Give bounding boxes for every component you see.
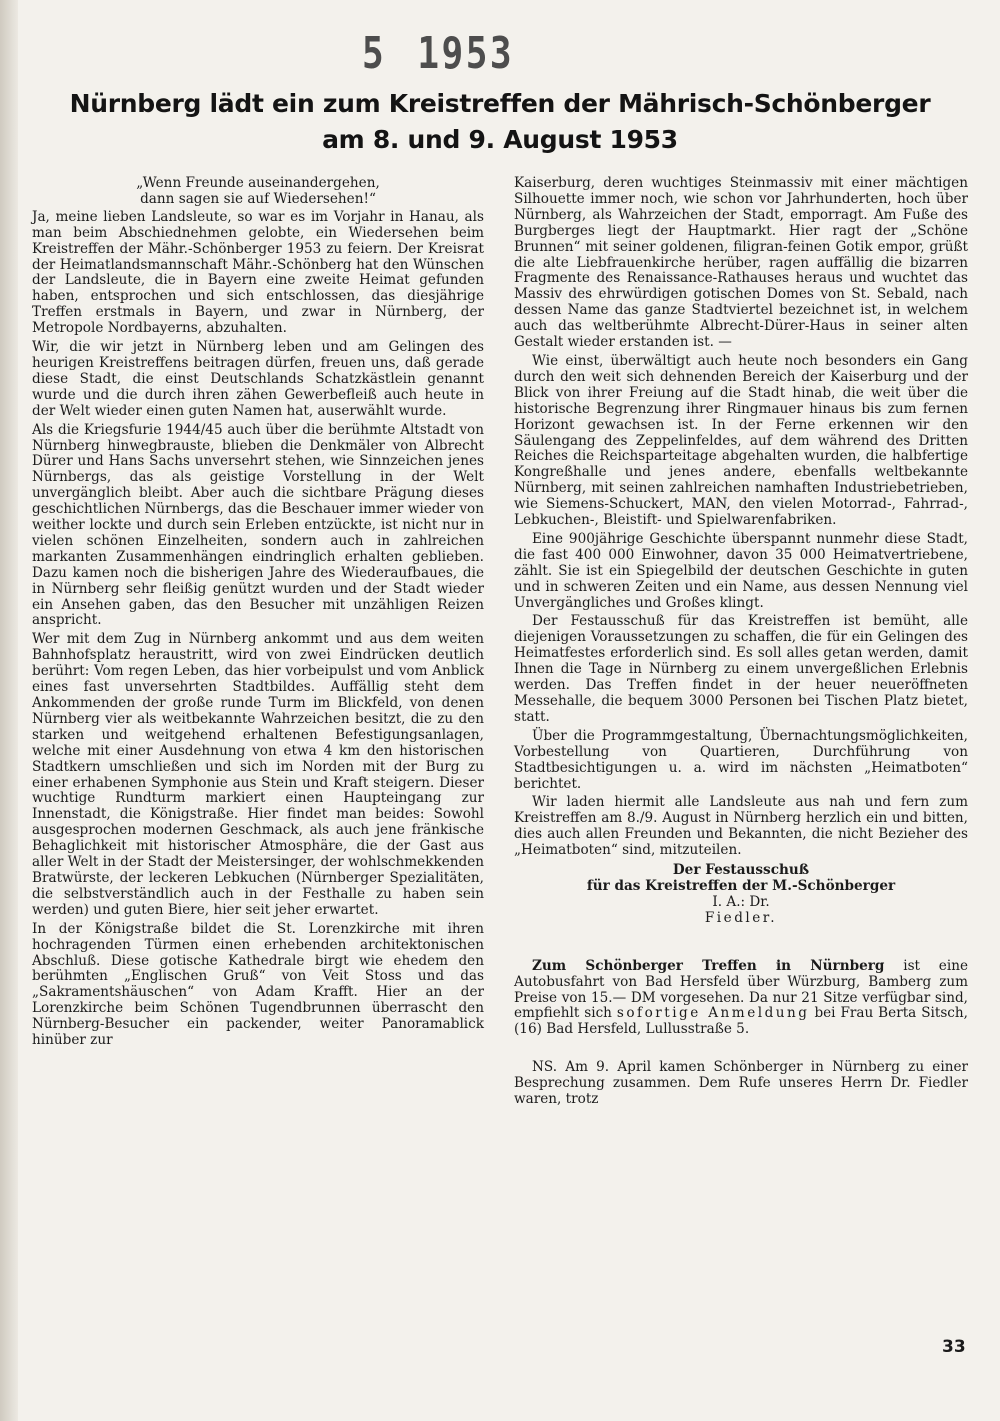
quote-line-2: dann sagen sie auf Wiedersehen!“	[140, 190, 376, 207]
left-column	[32, 176, 484, 1049]
article-headline	[40, 86, 960, 158]
signature-name: Fiedler.	[704, 909, 778, 926]
signature-signer	[514, 895, 968, 927]
quote-line-1: „Wenn Freunde auseinandergehen,	[136, 175, 380, 191]
paragraph: Über die Programmgestaltung, Übernachtungsmöglichkeiten, Vorbestellung von Quartieren, Durchführung von Stadtbesichtigungen u. a. wird im nächsten „Heimatboten“ berichtet.	[514, 727, 968, 792]
bus-notice-contact: bei Frau Berta Sitsch, (16) Bad Hersfeld, Lullusstraße 5.	[514, 1005, 968, 1038]
paragraph: Wie einst, überwältigt auch heute noch besonders ein Gang durch den weit sich dehnenden Bereich der Kaiserburg und der Blick von ihrer Freiung auf die Stadt hinab, die weit über die historische Begrenzung ihrer Ringmauer hinaus bis zum fernen Horizont gewachsen ist. In der Ferne erkennen wir den Säulengang des Zeppelinfeldes, auf dem während des Dritten Reiches die Reichsparteitage abgehalten wurden, die halbfertige Kongreßhalle und jenes andere, ebenfalls weltbekannte Nürnberg, mit seinen zahlreichen namhaften Industriebetrieben, wie Siemens-Schuckert, MAN, den vielen Motorrad-, Fahrrad-, Lebkuchen-, Bleistift- und Spielwarenfabriken.	[514, 352, 968, 529]
paragraph: Ja, meine lieben Landsleute, so war es im Vorjahr in Hanau, als man beim Abschiednehmen gelobte, ein Wiedersehen beim Kreistreffen der Mähr.-Schönberger 1953 zu feiern. Der Kreisrat der Heimatlandsmannschaft Mähr.-Schönberg hat den Wünschen der Landsleute, die in Bayern eine zweite Heimat gefunden haben, entsprochen und sich entschlossen, das diesjährige Treffen erstmals in Bayern, und zwar in Nürnberg, der Metropole Nordbayerns, abzuhalten.	[32, 208, 484, 337]
bus-notice-heading: Zum Schönberger Treffen in Nürnberg	[532, 957, 885, 974]
headline-line-1: Nürnberg lädt ein zum Kreistreffen der Mährisch-Schönberger	[69, 89, 931, 118]
signature-prefix: I. A.: Dr.	[712, 893, 770, 910]
opening-quote	[32, 176, 484, 208]
paragraph: Kaiserburg, deren wuchtiges Steinmassiv mit einer mächtigen Silhouette immer noch, wie schon vor Jahrhunderten, hoch über Nürnberg, als Wahrzeichen der Stadt, emporragt. Am Fuße des Burgberges liegt der Hauptmarkt. Hier ragt der „Schöne Brunnen“ mit seiner goldenen, filigran-feinen Gotik empor, grüßt die alte Liebfrauenkirche herüber, ragen auffällig die bizarren Fragmente des Renaissance-Rathauses heraus und wuchtet das Massiv des ehrwürdigen gotischen Domes von St. Sebald, nach dessen Name das ganze Stadtviertel bezeichnet ist, in welchem auch das weltberühmte Albrecht-Dürer-Haus in seiner alten Gestalt wieder erstanden ist. —	[514, 175, 968, 351]
postscript: NS. Am 9. April kamen Schönberger in Nürnberg zu einer Besprechung zusammen. Dem Rufe unseres Herrn Dr. Fiedler waren, trotz	[514, 1059, 968, 1108]
paragraph: Eine 900jährige Geschichte überspannt nunmehr diese Stadt, die fast 400 000 Einwohner, davon 35 000 Heimatvertriebene, zählt. Sie ist ein Spiegelbild der deutschen Geschichte in guten und in schweren Zeiten und ein Name, aus dessen Nennung viel Unvergängliches und Großes klingt.	[514, 530, 968, 611]
issue-number: 5	[362, 28, 387, 79]
page-number: 33	[942, 1337, 966, 1357]
paragraph: Wer mit dem Zug in Nürnberg ankommt und aus dem weiten Bahnhofsplatz heraustritt, wird von zwei Eindrücken deutlich berührt: Vom regen Leben, das hier vorbeipulst und vom Anblick eines fast unversehrten Stadtbildes. Auffällig steht dem Ankommenden der große runde Turm im Blickfeld, von denen Nürnberg vier als weitbekannte Wahrzeichen besitzt, die zu den starken und weitgehend erhaltenen Befestigungsanlagen, welche mit einer Ausdehnung von etwa 4 km den historischen Stadtkern umschließen und sich im Norden mit der Burg zu einer erhabenen Symphonie aus Stein und Kraft steigern. Dieser wuchtige Rundturm markiert einen Haupteingang zur Innenstadt, die Königstraße. Hier findet man beides: Sowohl ausgesprochen modernen Geschmack, als auch jene fränkische Behaglichkeit mit historischer Atmosphäre, die der Gast aus aller Welt in der Stadt der Meistersinger, der wohlschmekkenden Bratwürste, der leckeren Lebkuchen (Nürnberger Spezialitäten, die selbstverständlich auch in der Festhalle zu haben sein werden) und guten Biere, hier seit jeher erwartet.	[32, 631, 484, 918]
signature-event: für das Kreistreffen der M.-Schönberger	[586, 877, 896, 894]
bus-notice-registration: sofortige Anmeldung	[616, 1005, 810, 1022]
headline-line-2: am 8. und 9. August 1953	[322, 125, 678, 154]
bus-notice-text: ist eine Autobusfahrt von Bad Hersfeld über Würzburg, Bamberg zum Preise von 15.— DM vorgesehen. Da nur 21 Sitze verfügbar sind, empfiehlt sich	[514, 957, 968, 1022]
issue-stamp	[362, 28, 514, 79]
paragraph: Der Festausschuß für das Kreistreffen ist bemüht, alle diejenigen Voraussetzungen zu schaffen, die für ein Gelingen des Heimatfestes erforderlich sind. Es soll alles getan werden, damit Ihnen die Tage in Nürnberg zu einem unvergeßlichen Erlebnis werden. Das Treffen findet in der heuer neueröffneten Messehalle, die bequem 3000 Personen bei Tischen Platz bietet, statt.	[514, 613, 968, 725]
paragraph: Wir, die wir jetzt in Nürnberg leben und am Gelingen des heurigen Kreistreffens beitragen dürfen, freuen uns, daß gerade diese Stadt, die einst Deutschlands Schatzkästlein genannt wurde und die durch ihren zähen Gewerbefleiß auch heute in der Welt wieder einen guten Namen hat, auserwählt wurde.	[32, 339, 484, 419]
bus-notice	[514, 959, 968, 1039]
issue-year: 1953	[417, 28, 515, 79]
signature-committee: Der Festausschuß	[672, 862, 810, 879]
paragraph: Wir laden hiermit alle Landsleute aus nah und fern zum Kreistreffen am 8./9. August in Nürnberg herzlich ein und bitten, dies auch allen Freunden und Bekannten, die nicht Bezieher des „Heimatboten“ sind, mitzuteilen.	[514, 794, 968, 859]
paragraph: In der Königstraße bildet die St. Lorenzkirche mit ihren hochragenden Türmen einen erhebenden architektonischen Abschluß. Diese gotische Kathedrale birgt wie ehedem den berühmten „Englischen Gruß“ von Veit Stoss und das „Sakramentshäuschen“ von Adam Krafft. Hier an der Lorenzkirche beim Schönen Tugendbrunnen überrascht den Nürnberg-Besucher ein packender, weiter Panoramablick hinüber zur	[32, 920, 484, 1049]
signature-block	[514, 863, 968, 927]
paragraph: Als die Kriegsfurie 1944/45 auch über die berühmte Altstadt von Nürnberg hinwegbrauste, blieben die Denkmäler von Albrecht Dürer und Hans Sachs unversehrt stehen, wie Sinnzeichen jenes Nürnbergs, das als geistige Vorstellung in der Welt unvergänglich bleibt. Aber auch die sichtbare Prägung dieses geschichtlichen Nürnbergs, das die Beschauer immer wieder von weither lockte und durch sein Erleben entzückte, ist nicht nur in vielen schönen Einzelheiten, sondern auch in zahlreichen markanten Zusammenhängen eindringlich erhalten geblieben. Dazu kamen noch die bisherigen Jahre des Wiederaufbaues, die in Nürnberg sehr fleißig genützt wurden und der Stadt wieder ein Ansehen gaben, das den Besucher mit unzähligen Reizen anspricht.	[32, 421, 484, 629]
book-binding-edge	[0, 0, 18, 1421]
right-column	[514, 176, 968, 1108]
